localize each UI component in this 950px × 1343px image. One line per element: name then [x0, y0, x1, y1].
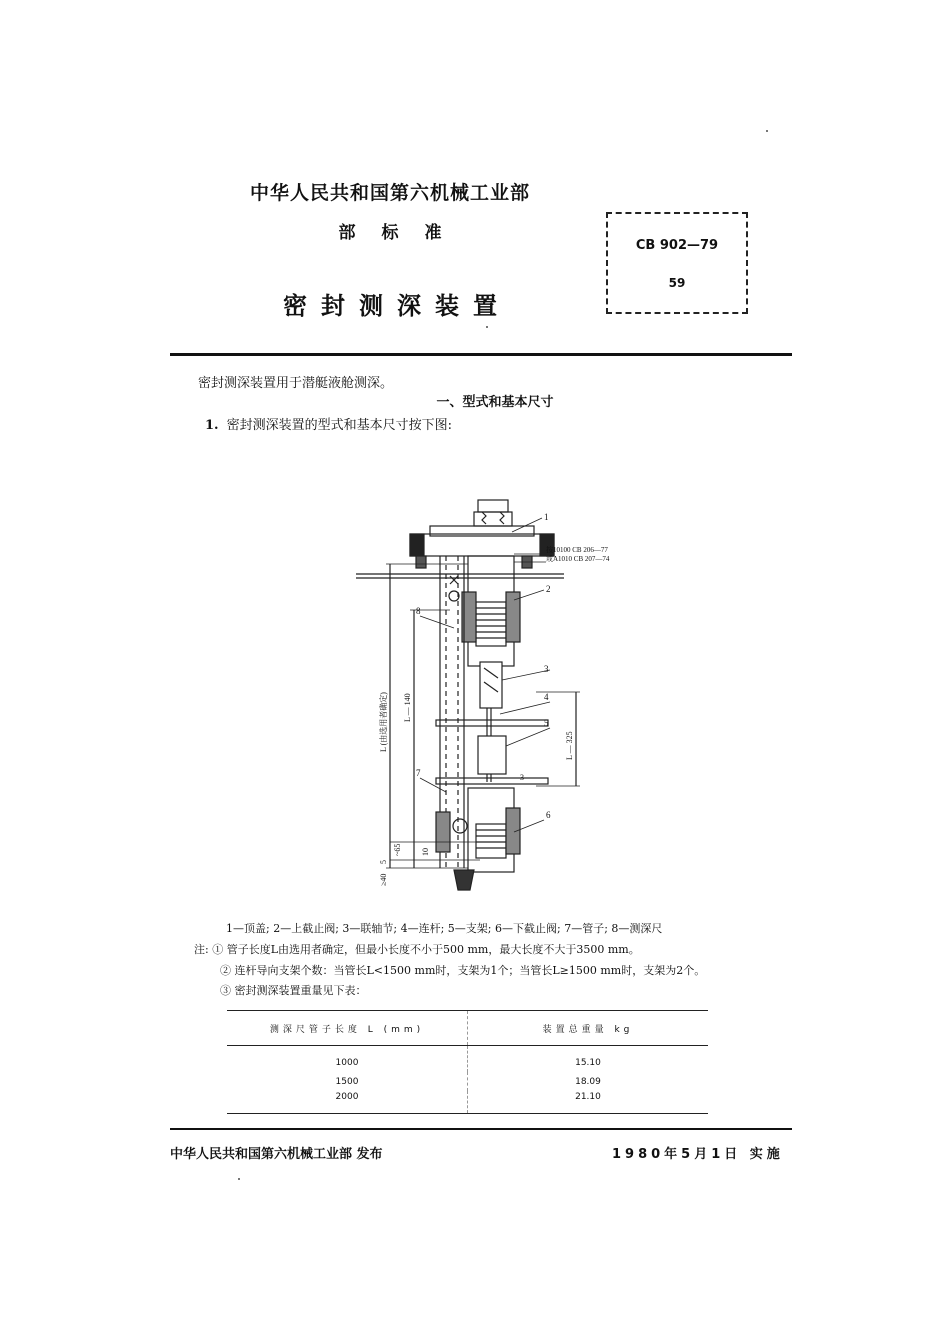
dim-3: 3 [520, 773, 524, 782]
note-2: ② 连杆导向支架个数：当管长L<1500 mm时，支架为1个；当管长L≥1500 mm时，支架为2个。 [220, 964, 706, 977]
dim-10: 10 [421, 848, 430, 856]
label-5: 5 [544, 718, 549, 728]
figure-legend: 1—顶盖; 2—上截止阀; 3—联轴节; 4—连杆; 5—支架; 6—下截止阀; 7—管子; 8—测深尺 [226, 922, 663, 935]
label-1: 1 [544, 512, 549, 522]
label-2: 2 [546, 584, 551, 594]
table-row [227, 1046, 708, 1073]
dim-l-325: L — 325 [565, 731, 574, 760]
table-header-row [227, 1011, 708, 1046]
page-number: 59 [668, 276, 686, 290]
standard-code-box [606, 212, 748, 314]
col-pipe-length: 测深尺管子长度 L (mm) [227, 1011, 468, 1046]
cell-weight: 15.10 [575, 1057, 601, 1068]
document-title: 密封测深装置 [283, 292, 511, 320]
section-heading: 一、型式和基本尺寸 [436, 395, 554, 410]
label-7: 7 [416, 768, 421, 778]
standard-code: CB 902—79 [635, 238, 719, 253]
top-cap-knob [478, 500, 508, 512]
label-6: 6 [546, 810, 551, 820]
footer-rule [170, 1128, 792, 1130]
header-rule [170, 353, 792, 356]
ref-cb206: 按10100 CB 206—77 [546, 546, 608, 554]
dim-40: ≥40 [379, 873, 388, 886]
note-3: ③ 密封测深装置重量见下表： [220, 984, 367, 997]
cell-length: 1500 [227, 1072, 468, 1091]
weight-table [227, 1010, 708, 1114]
dim-5: 5 [379, 860, 388, 864]
cell-length: 2000 [227, 1091, 468, 1114]
coupling [480, 662, 502, 708]
ref-cb207: 或A1010 CB 207—74 [546, 555, 610, 563]
intro-paragraph: 密封测深装置用于潜艇液舱测深。 [198, 376, 394, 391]
cell-length: 1000 [227, 1046, 468, 1073]
item-text: 密封测深装置的型式和基本尺寸按下图: [226, 418, 452, 433]
table-row [227, 1091, 708, 1114]
standard-type: 部标准 [338, 223, 468, 243]
item-number: 1. [205, 418, 219, 433]
label-4: 4 [544, 692, 549, 702]
col-total-weight: 装置总重量 kg [468, 1011, 709, 1046]
top-flange [410, 534, 554, 556]
scan-speck [766, 130, 768, 132]
dim-l: L (由选用者确定) [379, 692, 388, 752]
note-1: 注: ① 管子长度L由选用者确定，但最小长度不小于500 mm，最大长度不大于3500 mm。 [194, 943, 640, 956]
device-drawing [350, 492, 660, 894]
issuing-ministry: 中华人民共和国第六机械工业部 [249, 182, 530, 204]
item-1 [205, 414, 452, 433]
cell-weight: 18.09 [575, 1076, 601, 1087]
label-3: 3 [544, 664, 549, 674]
label-8: 8 [416, 606, 421, 616]
support [478, 736, 506, 774]
table-row [227, 1072, 708, 1091]
support-upper [436, 720, 548, 726]
footer-effective-date: 1980年5月1日 实施 [612, 1147, 784, 1162]
footer-issuer: 中华人民共和国第六机械工业部 发布 [170, 1147, 383, 1162]
scan-speck [486, 326, 488, 328]
scan-speck [238, 1178, 240, 1180]
cell-weight: 21.10 [468, 1091, 709, 1114]
dim-65: ~65 [393, 843, 402, 856]
dim-l-140: L — 140 [403, 693, 412, 722]
